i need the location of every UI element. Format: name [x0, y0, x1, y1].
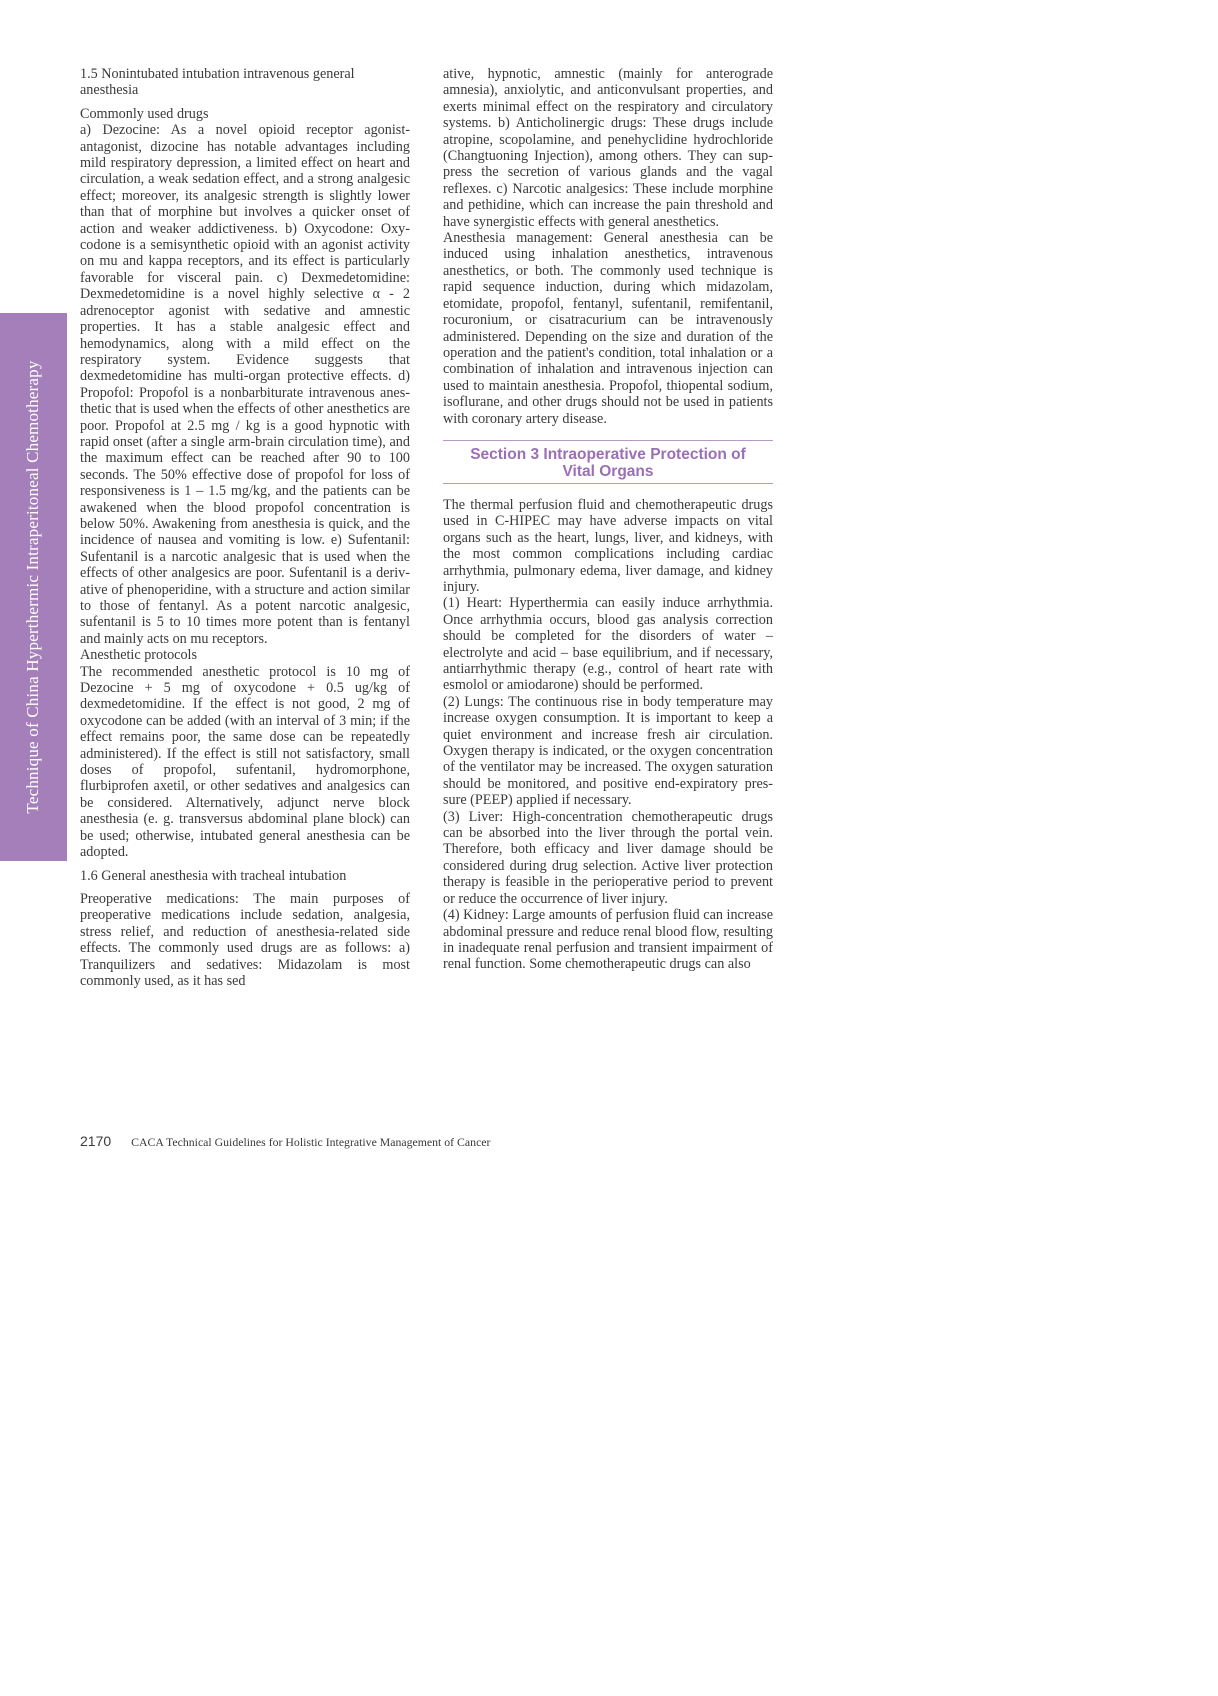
anesthesia-management-paragraph: Anesthesia management: General anesthesia can be induced using inhalation anesthetics, intravenous anesthetics, or both. The commonly used technique is rapid sequence induction, during which midazolam, etomidate, propofol, fentanyl, sufentanil, remifentanil, rocuronium, or cisatracurium can be intravenously administered. Depending on the size and duration of the operation and the patient's condition, total inhalation or a combination of inhalation and intravenous injection can used to maintain anesthesia. Propofol, thiopental sodium, isoflurane, and other drugs should not be used in patients with coronary artery disease.: [443, 230, 773, 427]
subsection-heading-1-6: 1.6 General anesthesia with tracheal intubation: [80, 867, 347, 884]
commonly-used-drugs-label: Commonly used drugs: [80, 105, 209, 122]
drugs-paragraph: a) Dezocine: As a novel opioid receptor agonist-antagonist, dizocine has notable advantages including mild respiratory depression, a limited effect on heart and circulation, a weak sedation effect, and a strong analgesic effect; moreover, its analgesic strength is slightly lower than that of morphine but involves a quicker onset of action and weaker addictiveness. b) Oxycodone: Oxycodone is a semisynthetic opioid with an agonist activity on mu and kappa receptors, and its effect is particularly favorable for visceral pain. c) Dexmedetomidine: Dexmedetomidine is a novel highly selective α - 2 adrenoceptor agonist with sedative and amnestic properties. It has a stable analgesic effect and hemodynamics, along with a mild effect on the respiratory system. Evidence suggests that dexmedetomidine has multi-organ protective effects. d) Propofol: Propofol is a nonbarbiturate intravenous anesthetic that is used when the effects of other anesthetics are poor. Propofol at 2.5 mg / kg is a good hypnotic with rapid onset (after a single arm-brain circulation time), and the maximum effect can be reached after 90 to 100 seconds. The 50% effective dose of propofol for loss of responsiveness is 1 – 1.5 mg/kg, and the patients can be awakened when the blood propofol concentration is below 50%. Awakening from anesthesia is quick, and the incidence of nausea and vomiting is low. e) Sufentanil: Sufentanil is a narcotic analgesic that is used when the effects of other analgesics are poor. Sufentanil is a derivative of phenoperidine, with a structure and action similar to those of fentanyl. As a potent narcotic analgesic, sufentanil is 5 to 10 times more potent than is fentanyl and mainly acts on mu receptors.: [80, 122, 410, 647]
left-column: [80, 66, 410, 989]
liver-paragraph: (3) Liver: High-concentration chemotherapeutic drugs can be absorbed into the liver through the portal vein. Therefore, both efficacy and liver damage should be considered during drug selection. Active liver protection therapy is feasible in the perioperative period to prevent or reduce the occurrence of liver injury.: [443, 808, 773, 907]
continued-paragraph: ative, hypnotic, amnestic (mainly for anterograde amnesia), anxiolytic, and anticonvulsant properties, and exerts minimal effect on the respiratory and circulatory systems. b) Anticholinergic drugs: These drugs include atropine, scopolamine, and penehyclidine hydrochloride (Changtuoning Injection), among others. They can suppress the secretion of various glands and the vagal reflexes. c) Narcotic analgesics: These include morphine and pethidine, which can increase the pain threshold and have synergistic effects with general anesthetics.: [443, 66, 773, 230]
kidney-paragraph: (4) Kidney: Large amounts of perfusion fluid can increase abdominal pressure and reduce renal blood flow, resulting in inadequate renal perfusion and transient impairment of renal function. Some chemotherapeutic drugs can also: [443, 907, 773, 973]
heart-paragraph: (1) Heart: Hyperthermia can easily induce arrhythmia. Once arrhythmia occurs, blood gas analysis correction should be completed for the disorders of water – electrolyte and acid – base equilibrium, and if necessary, antiarrhythmic therapy (e.g., control of heart rate with esmolol or amiodarone) should be performed.: [443, 595, 773, 694]
page-number: 2170: [80, 1133, 112, 1149]
anesthetic-protocols-label: Anesthetic protocols: [80, 647, 198, 664]
page-footer: [80, 1133, 490, 1150]
lungs-paragraph: (2) Lungs: The continuous rise in body temperature may increase oxygen consumption. It is important to keep a quiet environment and increase fresh air circulation. Oxygen therapy is indicated, or the oxygen concentration of the ventilator may be increased. The oxygen saturation should be monitored, and positive end-expiratory pressure (PEEP) applied if necessary.: [443, 693, 773, 809]
intro-paragraph: The thermal perfusion fluid and chemotherapeutic drugs used in C-HIPEC may have adverse impacts on vital organs such as the heart, lungs, liver, and kidneys, with the most common complications including cardiac arrhythmia, pulmonary edema, liver damage, and kidney injury.: [443, 496, 773, 595]
protocols-paragraph: The recommended anesthetic protocol is 10 mg of Dezocine + 5 mg of oxycodone + 0.5 ug/kg of dexmedetomidine. If the effect is not good, 2 mg of oxycodone can be added (with an interval of 3 min; if the effect remains poor, the same dose can be repeatedly administered). If the effect is still not satisfactory, small doses of propofol, sufentanil, hydromorphone, flurbiprofen axetil, or other sedatives and analgesics can be considered. Alternatively, adjunct nerve block anesthesia (e. g. transversus abdominal plane block) can be used; otherwise, intubated general anesthesia can be adopted.: [80, 663, 410, 861]
section-heading: [443, 440, 773, 484]
right-column: [443, 66, 773, 973]
section-heading-line-1: Section 3 Intraoperative Protection of: [470, 445, 746, 463]
side-tab-title: Technique of China Hyperthermic Intraperitoneal Chemotherapy: [23, 360, 42, 814]
subsection-heading-1-5: 1.5 Nonintubated intubation intravenous general anesthesia: [80, 66, 355, 99]
preoperative-medications-paragraph: Preoperative medications: The main purposes of preoperative medications include sedation, analgesia, stress relief, and reduction of anesthesia-related side effects. The commonly used drugs are as follows: a) Tranquilizers and sedatives: Midazolam is most commonly used, as it has sed: [80, 890, 410, 989]
footer-title: CACA Technical Guidelines for Holistic Integrative Management of Cancer: [131, 1135, 491, 1149]
section-heading-line-2: Vital Organs: [562, 462, 654, 480]
